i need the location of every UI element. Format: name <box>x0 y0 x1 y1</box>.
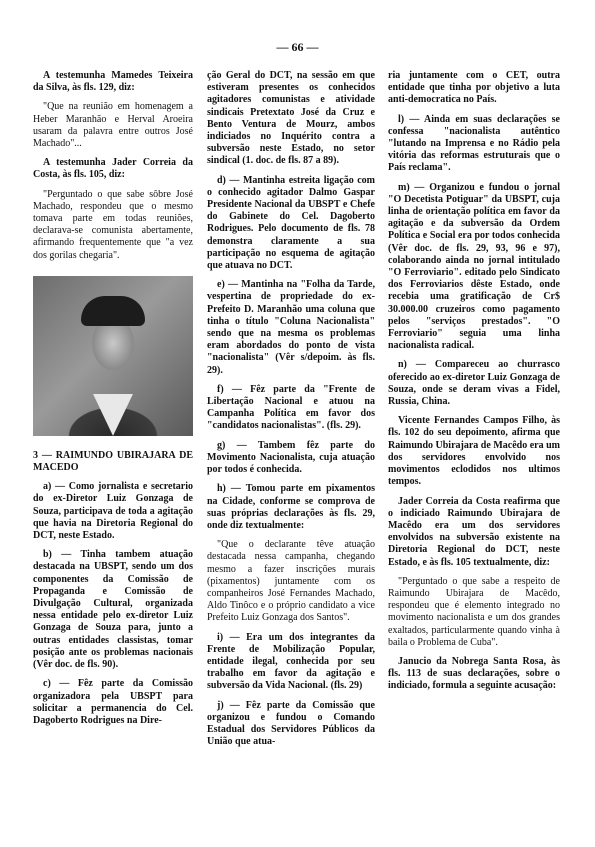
quote-mamedes: "Que na reunião em homenagem a Heber Maranhão e Herval Aroeira usaram da palavra entre outros José Machado"... <box>33 101 193 150</box>
item-f: f) — Fêz parte da "Frente de Libertação Nacional e atuou na Campanha Política em favor dos "candidatos nacionalistas". (fls. 29). <box>207 383 375 432</box>
witness-vicente: Vicente Fernandes Campos Filho, às fls. 102 do seu depoimento, afirma que Raimundo Ubirajara de Macêdo era um dos servidores envolvido nos movimentos eclodidos nos ultimos tempos. <box>388 415 560 488</box>
portrait-hair <box>81 296 145 326</box>
portrait-collar <box>93 394 133 436</box>
quote-declarant: "Que o declarante têve atuação destacada nessa campanha, chegando mesmo a fazer inscrições murais (pixamentos) juntamente com os companheiros José Fernandes Machado, Aldo Tinôco e o próprio candidato a vice Prefeito Luiz Gonzaga dos Santos". <box>207 539 375 624</box>
item-d: d) — Mantinha estreita ligação com o conhecido agitador Dalmo Gaspar Presidente Nacional da UBSPT e Chefe do Gabinete do Cel. Dagoberto Rodrigues. Pelo documento de fls. 78 demonstra claramente a sua participação no esquema de agitação que atuava no DCT. <box>207 174 375 272</box>
item-g: g) — Tambem fêz parte do Movimento Nacionalista, cuja atuação por todos é conhecida. <box>207 439 375 476</box>
item-h: h) — Tomou parte em pixamentos na Cidade, conforme se comprova de suas próprias declarações às fls. 29, onde diz textualmente: <box>207 483 375 531</box>
item-b: b) — Tinha tambem atuação destacada na UBSPT, sendo um dos componentes da Comissão de Propaganda e Comissão de Divulgação Cultural, organizada nessa entidade pelo ex-diretor Luiz Gonzaga de Souza para, junto a outras entidades classistas, tomar posição ante os problemas nacionais (Vêr doc. de fls. 90). <box>33 549 193 671</box>
section-heading: 3 — RAIMUNDO UBIRAJARA DE MACEDO <box>33 449 193 474</box>
portrait-photo <box>33 276 193 436</box>
witness-intro-jader: A testemunha Jader Correia da Costa, às fls. 105, diz: <box>33 157 193 181</box>
witness-intro-mamedes: A testemunha Mamedes Teixeira da Silva, às fls. 129, diz: <box>33 70 193 94</box>
item-a: a) — Como jornalista e secretario do ex-Diretor Luiz Gonzaga de Souza, participava de toda a agitação que havia na Diretoria Regional do DCT, neste Estado. <box>33 481 193 542</box>
item-j-continued: ria juntamente com o CET, outra entidade que tinha por objetivo a luta anti-democratica no País. <box>388 70 560 106</box>
item-l: l) — Ainda em suas declarações se confessa "nacionalista autêntico "lutando na Imprensa e no Rádio pela vitória das reformas estruturais que o País reclama". <box>388 113 560 174</box>
item-j: j) — Fêz parte da Comissão que organizou e fundou o Comando Estadual dos Servidores Públicos da União que atua- <box>207 699 375 748</box>
page-number: — 66 — <box>276 40 319 54</box>
witness-jader-reaffirm: Jader Correia da Costa reafirma que o indiciado Raimundo Ubirajara de Macêdo era um dos servidores envolvidos na subversão existente na Diretoria Regional do DCT, neste Estado, e às fls. 105 textualmente, diz: <box>388 495 560 568</box>
item-m: m) — Organizou e fundou o jornal "O Decetista Potiguar" da UBSPT, cuja linha de orientação política em favor da agitação e da subversão da Ordem Política e Social era por todos conhecida (Vêr doc. de fls. 29, 93, 96 e 97), colaborando ainda no jornal intitulado "O Ferroviario". editado pelo Sindicato dos Ferroviarios dêste Estado, onde recebia uma gratificação de Cr$ 30.000.00 cruzeiros como pagamento pelos "serviços prestados". "O Ferroviario" seguia uma linha nacionalista radical. <box>388 181 560 352</box>
witness-janucio: Janucio da Nobrega Santa Rosa, às fls. 113 de suas declarações, sobre o indiciado, formula a seguinte acusação: <box>388 655 560 692</box>
item-n: n) — Compareceu ao churrasco oferecido ao ex-diretor Luiz Gonzaga de Souza, onde se deram vivas a Fidel, Russia, China. <box>388 359 560 408</box>
column-left <box>33 70 193 734</box>
item-c: c) — Fêz parte da Comissão organizadora pela UBSPT para solicitar a permanencia do Cel. Dagoberto Rodrigues na Dire- <box>33 678 193 726</box>
column-middle <box>207 70 375 755</box>
column-right <box>388 70 560 700</box>
item-c-continued: ção Geral do DCT, na sessão em que estiveram presentes os conhecidos agitadores comunistas e atividade sindicais Pretextato José da Cruz e Bento Ventura de Mourz, ambos indiciados no Inquérito contra a subversão neste Estado, no setor sindical (1. doc. de fls. 87 a 89). <box>207 70 375 167</box>
item-e: e) — Mantinha na "Folha da Tarde, vespertina de propriedade do ex-Prefeito D. Maranhão uma coluna que tinha o título "Coluna Nacionalista" sendo que na mesma os problemas eram abordados do ponto de vista "nacionalista" (Vêr s/depoim. às fls. 29). <box>207 279 375 376</box>
quote-jader: "Perguntado o que sabe sôbre José Machado, respondeu que o mesmo tomava parte em todas reuniões, declarava-se comunista abertamente, afirmando frequentemente que "a vez dos gorilas chegaria". <box>33 188 193 261</box>
item-i: i) — Era um dos integrantes da Frente de Mobilização Popular, entidade ilegal, conhecida por seu trabalho em favor da agitação e subversão da Vida Nacional. (fls. 29) <box>207 631 375 692</box>
quote-jader-2: "Perguntado o que sabe a respeito de Raimundo Ubirajara de Macêdo, respondeu que é elemento integrado no movimento nacionalista e um dos grandes exaltados, particularmente quando vinha à baila o Problema de Cuba". <box>388 575 560 648</box>
